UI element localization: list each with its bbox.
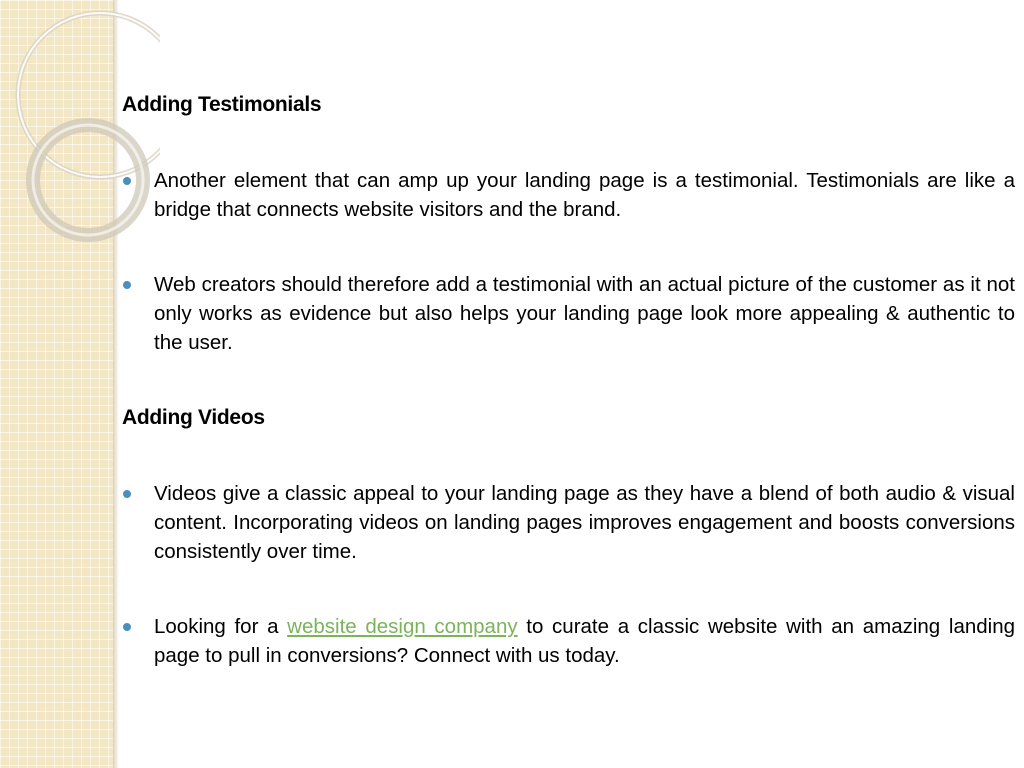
list-item xyxy=(122,270,1015,357)
heading-adding-videos: Adding Videos xyxy=(122,406,265,429)
bullet-text: Another element that can amp up your landing page is a testimonial. Testimonials are like a bridge that connects website visitors and the brand. xyxy=(154,169,1015,221)
list-item xyxy=(122,479,1015,566)
bullet-icon xyxy=(123,490,131,498)
bullet-icon xyxy=(123,281,131,289)
website-design-company-link[interactable]: website design company xyxy=(287,615,518,638)
list-item xyxy=(122,166,1015,224)
cta-text-after: to curate a classic website with an amazing landing page to pull in conversions? Connect with us today. xyxy=(154,615,1015,667)
cta-text-before: Looking for a xyxy=(154,615,288,638)
bullet-icon xyxy=(123,177,131,185)
bullet-text: Web creators should therefore add a testimonial with an actual picture of the customer as it not only works as evidence but also helps your landing page look more appealing & authentic to the user. xyxy=(154,273,1015,354)
list-item xyxy=(122,612,1015,670)
bullet-icon xyxy=(123,623,131,631)
heading-adding-testimonials: Adding Testimonials xyxy=(122,93,322,116)
bullet-text: Videos give a classic appeal to your landing page as they have a blend of both audio & visual content. Incorporating videos on landing pages improves engagement and boosts conversions consistently over time. xyxy=(154,482,1015,563)
